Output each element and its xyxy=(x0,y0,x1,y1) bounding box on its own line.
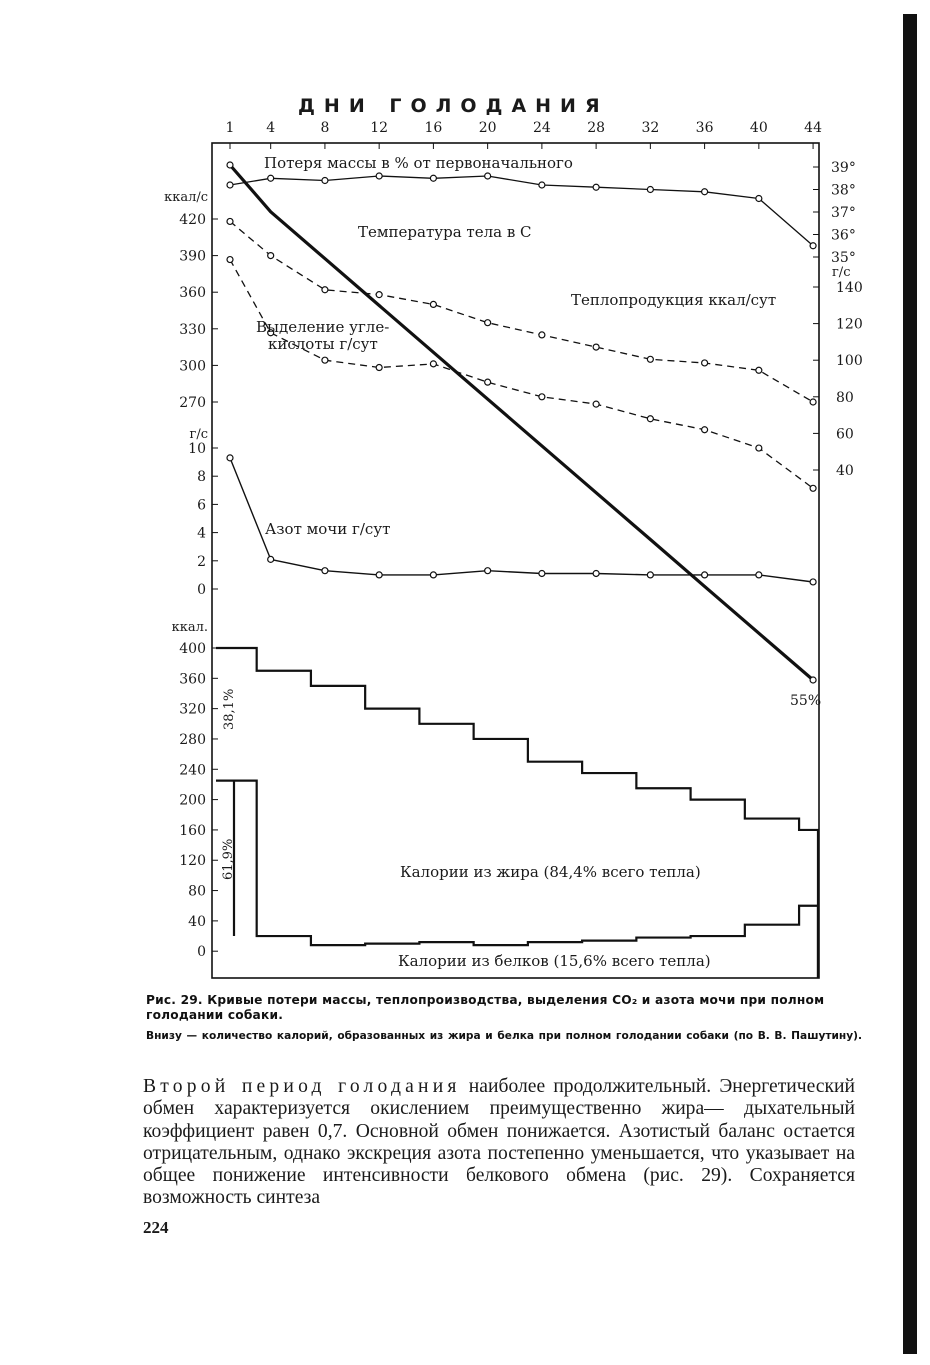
series-co2-output-point-36 xyxy=(702,427,708,433)
right-tick-temp-36: 36° xyxy=(831,227,856,244)
left-tick-cal-80: 80 xyxy=(188,883,206,900)
series-co2-output-point-16 xyxy=(430,361,436,367)
series-urine-nitrogen-point-40 xyxy=(756,572,762,578)
series-body-temperature-point-40 xyxy=(756,196,762,202)
plot-frame xyxy=(212,143,822,978)
day-tick-label-1: 1 xyxy=(225,120,235,136)
right-tick-co2-140: 140 xyxy=(836,280,863,296)
series-heat-production-point-12 xyxy=(376,292,382,298)
left-tick-n-10: 10 xyxy=(188,441,206,457)
left-unit-n: г/с xyxy=(189,427,208,442)
day-tick-label-4: 4 xyxy=(266,120,276,136)
series-heat-production-point-32 xyxy=(647,356,653,362)
series-urine-nitrogen-point-20 xyxy=(485,568,491,574)
left-tick-n-2: 2 xyxy=(197,553,206,570)
series-urine-nitrogen-point-4 xyxy=(268,556,274,562)
series-co2-output-point-1 xyxy=(227,257,233,263)
series-fat-calories xyxy=(216,648,818,978)
series-body-temperature-point-1 xyxy=(227,182,233,188)
figure-top-title: ДНИ ГОЛОДАНИЯ xyxy=(298,95,609,117)
left-tick-cal-40: 40 xyxy=(188,913,206,930)
series-co2-output-point-20 xyxy=(485,379,491,385)
left-tick-heat-420: 420 xyxy=(179,212,206,228)
body-paragraph xyxy=(143,1076,855,1210)
day-tick-label-40: 40 xyxy=(749,120,768,136)
series-urine-nitrogen-point-44 xyxy=(810,579,816,585)
series-body-temperature-point-32 xyxy=(647,187,653,193)
right-tick-co2-120: 120 xyxy=(836,316,863,333)
label-urine-nitrogen: Азот мочи г/сут xyxy=(265,520,391,538)
series-co2-output-point-12 xyxy=(376,365,382,371)
day-tick-label-24: 24 xyxy=(532,120,551,136)
left-tick-cal-360: 360 xyxy=(179,671,206,688)
left-tick-n-4: 4 xyxy=(197,525,206,542)
left-tick-heat-360: 360 xyxy=(179,285,206,302)
series-heat-production-point-40 xyxy=(756,367,762,373)
series-co2-output-point-40 xyxy=(756,445,762,451)
day-tick-label-12: 12 xyxy=(370,120,389,136)
day-tick-label-20: 20 xyxy=(478,120,497,136)
series-urine-nitrogen-point-1 xyxy=(227,455,233,461)
day-tick-label-44: 44 xyxy=(804,120,822,136)
series-co2-output-point-44 xyxy=(810,485,816,491)
series-urine-nitrogen-point-28 xyxy=(593,570,599,576)
day-tick-label-8: 8 xyxy=(320,120,330,136)
series-heat-production-point-4 xyxy=(268,253,274,259)
label-mass-loss: Потеря массы в % от первоначального xyxy=(264,154,573,172)
series-co2-output-point-32 xyxy=(647,416,653,422)
series-body-temperature-point-28 xyxy=(593,184,599,190)
right-tick-temp-39: 39° xyxy=(831,160,856,176)
series-heat-production-point-24 xyxy=(539,332,545,338)
day-tick-label-32: 32 xyxy=(641,120,660,136)
caption-label: Рис. 29. xyxy=(146,993,203,1007)
left-tick-cal-400: 400 xyxy=(179,641,206,657)
caption-main-text: Кривые потери массы, теплопроизводства, выделения СО₂ и азота мочи при полном голодании собаки. xyxy=(146,993,825,1022)
series-body-temperature-point-44 xyxy=(810,243,816,249)
series-body-temperature-point-16 xyxy=(430,175,436,181)
label-protein-calories: Калории из белков (15,6% всего тепла) xyxy=(398,952,711,970)
series-co2-output-point-8 xyxy=(322,357,328,363)
label-body-temperature: Температура тела в С xyxy=(358,223,532,241)
series-heat-production-point-8 xyxy=(322,287,328,293)
right-tick-co2-40: 40 xyxy=(836,463,854,479)
left-unit-cal: ккал. xyxy=(171,620,208,635)
series-body-temperature-point-4 xyxy=(268,175,274,181)
left-tick-n-6: 6 xyxy=(197,497,206,514)
right-unit: г/с xyxy=(832,265,851,280)
series-mass-loss xyxy=(230,165,813,680)
label-heat-production: Теплопродукция ккал/сут xyxy=(571,291,777,309)
left-tick-n-0: 0 xyxy=(197,582,206,598)
right-tick-temp-38: 38° xyxy=(831,182,856,199)
left-tick-cal-0: 0 xyxy=(197,944,206,961)
caption-subtext: Внизу — количество калорий, образованных из жира и белка при полном голодании собаки (по В. В. Пашутину). xyxy=(146,1030,862,1042)
right-tick-co2-100: 100 xyxy=(836,353,863,370)
series-heat-production xyxy=(230,221,813,402)
label-38-percent: 38,1% xyxy=(222,688,237,730)
left-unit-heat: ккал/с xyxy=(164,190,208,205)
label-co2-line2: кислоты г/сут xyxy=(268,335,378,353)
left-tick-heat-270: 270 xyxy=(179,395,206,411)
day-tick-label-28: 28 xyxy=(587,120,606,136)
label-co2-line1: Выделение угле- xyxy=(256,318,390,336)
right-tick-co2-80: 80 xyxy=(836,389,854,406)
left-tick-cal-320: 320 xyxy=(179,701,206,718)
series-mass-loss-point-1 xyxy=(227,162,233,168)
series-heat-production-point-36 xyxy=(702,360,708,366)
series-heat-production-point-20 xyxy=(485,320,491,326)
left-tick-cal-160: 160 xyxy=(179,822,206,839)
day-tick-label-16: 16 xyxy=(424,120,443,136)
left-tick-cal-280: 280 xyxy=(179,731,206,748)
series-body-temperature-point-24 xyxy=(539,182,545,188)
series-heat-production-point-44 xyxy=(810,399,816,405)
series-co2-output-point-28 xyxy=(593,401,599,407)
left-tick-cal-200: 200 xyxy=(179,792,206,809)
label-55-percent: 55% xyxy=(790,693,822,709)
left-tick-n-8: 8 xyxy=(197,469,206,486)
series-urine-nitrogen-point-36 xyxy=(702,572,708,578)
left-tick-cal-120: 120 xyxy=(179,853,206,870)
series-body-temperature-point-8 xyxy=(322,178,328,184)
series-heat-production-point-28 xyxy=(593,344,599,350)
left-tick-heat-390: 390 xyxy=(179,248,206,265)
series-urine-nitrogen-point-12 xyxy=(376,572,382,578)
right-tick-temp-37: 37° xyxy=(831,205,856,221)
figure-caption xyxy=(146,993,862,1023)
series-heat-production-point-16 xyxy=(430,301,436,307)
right-tick-co2-60: 60 xyxy=(836,426,854,443)
series-urine-nitrogen-point-32 xyxy=(647,572,653,578)
right-tick-temp-35: 35° xyxy=(831,250,856,266)
left-tick-heat-300: 300 xyxy=(179,358,206,375)
series-urine-nitrogen-point-16 xyxy=(430,572,436,578)
series-mass-loss-point-44 xyxy=(810,677,816,683)
series-heat-production-point-1 xyxy=(227,218,233,224)
left-tick-cal-240: 240 xyxy=(179,762,206,779)
label-fat-calories: Калории из жира (84,4% всего тепла) xyxy=(400,863,701,881)
body-lead: Второй период голодания xyxy=(143,1076,461,1097)
day-tick-label-36: 36 xyxy=(695,120,714,136)
page-number: 224 xyxy=(143,1218,169,1237)
series-body-temperature-point-36 xyxy=(702,189,708,195)
body-rest: наиболее продолжительный. Энергетический обмен характеризуется окислением преимущественно жира— дыхательный коэффициент равен 0,7. Основной обмен понижается. Азотистый баланс остается отрицательным, однако экскреция азота постепенно уменьшается, что указывает на общее понижение интенсивности белкового обмена (рис. 29). Сохраняется возможность синтеза xyxy=(143,1076,855,1209)
series-urine-nitrogen-point-24 xyxy=(539,570,545,576)
series-body-temperature-point-20 xyxy=(485,173,491,179)
series-body-temperature-point-12 xyxy=(376,173,382,179)
series-co2-output-point-24 xyxy=(539,394,545,400)
left-tick-heat-330: 330 xyxy=(179,321,206,338)
label-61-percent: 61,9% xyxy=(221,838,236,880)
series-urine-nitrogen-point-8 xyxy=(322,568,328,574)
